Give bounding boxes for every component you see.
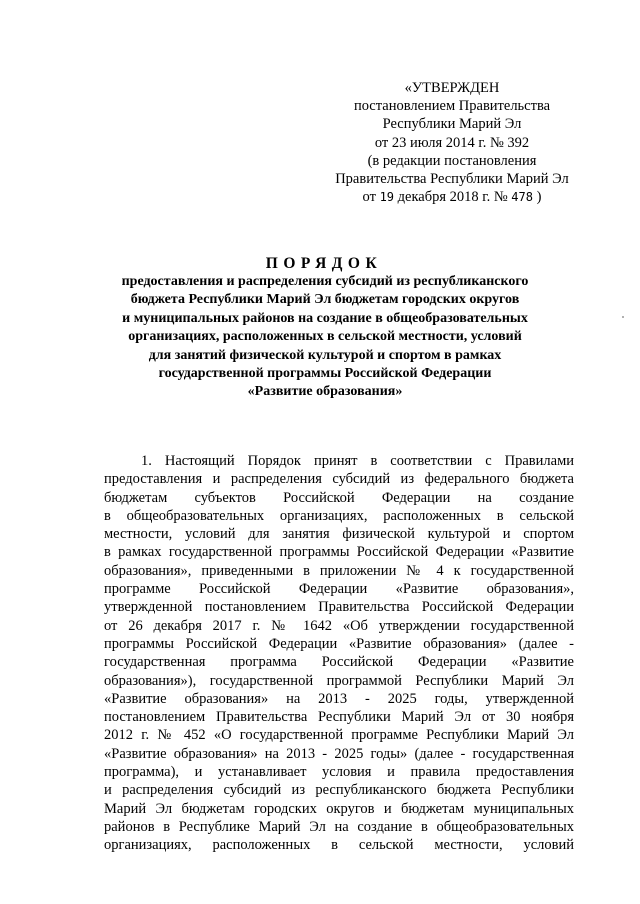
subtitle-line: предоставления и распределения субсидий из республиканского [121,274,529,289]
body-line: утвержденной постановлением Правительства Российской Федерации [104,599,574,616]
body-line: образования»), государственной программой Республики Марий Эл [104,672,574,689]
body-line: постановлением Правительства Республики Марий Эл от 30 ноября [104,709,574,726]
body-line: 2012 г. № 452 «О государственной программе Республики Марий Эл [104,727,574,744]
amendment-number: 478 [511,190,533,205]
body-line: программы Российской Федерации «Развитие образования» (далее - [104,635,574,652]
subtitle-line: и муниципальных районов на создание в общеобразовательных [122,310,528,326]
body-line: государственная программа Российской Федерации «Развитие [104,654,574,671]
body-line: в рамках государственной программы Российской Федерации «Развитие [104,544,574,561]
body-line: «Развитие образования» на 2013 - 2025 годы, утвержденной [104,690,574,707]
document-title: ПОРЯДОК [265,255,383,272]
subtitle-line: организациях, расположенных в сельской местности, условий [128,329,522,345]
body-line: Марий Эл бюджетам городских округов и бюджетам муниципальных [104,800,574,817]
body-line: образования», приведенными в приложении № 4 к государственной [104,562,574,579]
body-line: 1. Настоящий Порядок принят в соответствии с Правилами [141,453,574,469]
approval-amendment-date [318,188,586,206]
amendment-middle: декабря 2018 г. № [394,189,512,206]
approval-line: Республики Марий Эл [382,116,522,133]
body-line: организациях, расположенных в сельской местности, условий [104,837,574,854]
body-line: «Развитие образования» на 2013 - 2025 годы» (далее - государственная [104,745,574,762]
approval-line: (в редакции постановления [367,152,537,169]
body-line: программа), и устанавливает условия и правила предоставления [104,764,574,781]
approval-line: Правительства Республики Марий Эл [335,171,569,188]
body-line: в общеобразовательных организациях, расположенных в сельской [104,507,574,524]
document-subtitle [95,273,555,402]
approval-line: от 23 июля 2014 г. № 392 [374,134,530,151]
body-line: бюджетам субъектов Российской Федерации на создание [104,489,574,506]
approval-line: постановлением Правительства [353,98,551,115]
amendment-suffix: ) [536,189,542,206]
body-paragraph [104,452,574,855]
body-line: и распределения субсидий из республиканского бюджета Республики [104,782,574,799]
subtitle-line: для занятий физической культурой и спортом в рамках [148,347,502,363]
subtitle-line: бюджета Республики Марий Эл бюджетам городских округов [130,292,520,308]
approval-line: «УТВЕРЖДЕН [404,80,500,96]
subtitle-line: государственной программы Российской Федерации [158,366,492,382]
subtitle-line: «Развитие образования» [247,384,403,400]
body-line: предоставления и распределения субсидий из федерального бюджета [104,471,574,488]
body-line: районов в Республике Марий Эл на создание в общеобразовательных [104,818,574,835]
amendment-day: 19 [379,190,395,205]
amendment-prefix: от [362,189,380,206]
scan-speck [622,316,624,318]
body-line: программе Российской Федерации «Развитие образования», [104,581,574,598]
body-line: от 26 декабря 2017 г. № 1642 «Об утверждении государственной [104,617,574,634]
approval-stamp [318,79,586,206]
body-line: местности, условий для занятия физической культурой и спортом [104,526,574,543]
